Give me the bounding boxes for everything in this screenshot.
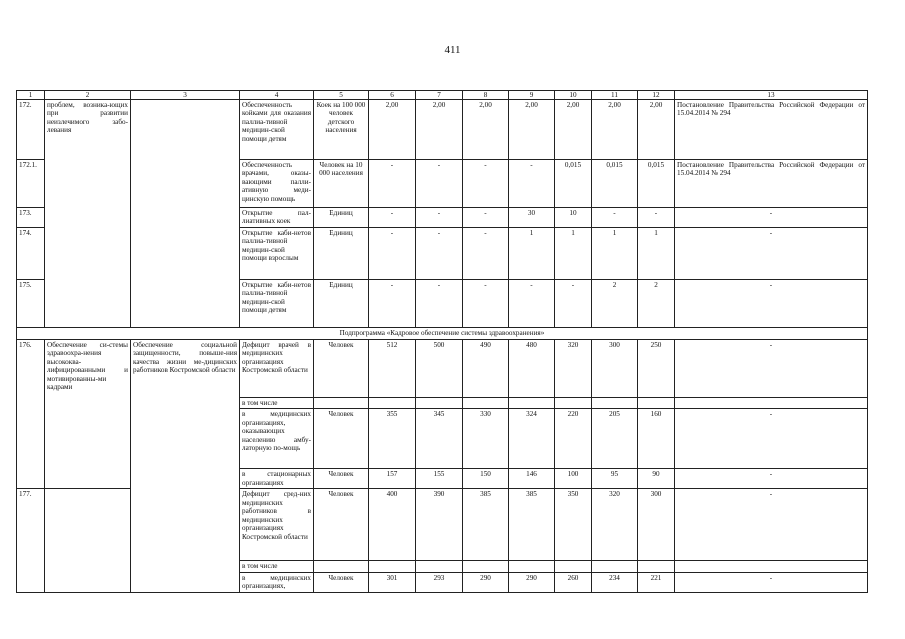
indicator-cell: Обеспеченность койками для оказания паллиа-тивной медицин-ской помощи детям	[240, 100, 314, 160]
value-cell: -	[463, 160, 509, 208]
value-cell: 146	[509, 469, 555, 489]
header-cell: 4	[240, 91, 314, 100]
task-cell	[45, 489, 131, 592]
value-cell: -	[369, 228, 416, 280]
value-cell: 2,00	[592, 100, 638, 160]
value-cell: 300	[638, 489, 675, 561]
indicator-cell: Дефицит сред-них медицинских работников в медицинских организациях Костромской области	[240, 489, 314, 561]
value-cell: 2,00	[555, 100, 592, 160]
unit-cell: Человек	[314, 469, 369, 489]
value-cell: 10	[555, 208, 592, 228]
value-cell: 512	[369, 340, 416, 398]
header-cell: 8	[463, 91, 509, 100]
value-cell: 2,00	[638, 100, 675, 160]
header-cell: 7	[416, 91, 463, 100]
value-cell: -	[416, 280, 463, 328]
value-cell: -	[463, 208, 509, 228]
indicator-cell: в том числе	[240, 561, 314, 572]
task-cell: проблем, возника-ющих при развитии неизлечимого забо-левания	[45, 100, 131, 328]
header-cell: 13	[675, 91, 868, 100]
header-row	[17, 91, 868, 100]
value-cell: 1	[638, 228, 675, 280]
value-cell: 400	[369, 489, 416, 561]
value-cell: 220	[555, 409, 592, 469]
value-cell: -	[463, 228, 509, 280]
value-cell: 157	[369, 469, 416, 489]
header-cell: 12	[638, 91, 675, 100]
value-cell: 90	[638, 469, 675, 489]
activity-cell: Обеспечение социальной защищенности, повыше-ния качества жизни ме-дицинских работников Костромской области	[131, 340, 240, 593]
indicator-cell: в том числе	[240, 398, 314, 409]
value-cell: 0,015	[592, 160, 638, 208]
note-cell: -	[675, 489, 868, 561]
note-cell: -	[675, 409, 868, 469]
value-cell: 155	[416, 469, 463, 489]
header-cell: 10	[555, 91, 592, 100]
row-number: 173.	[17, 208, 45, 228]
value-cell: 290	[463, 572, 509, 592]
value-cell: -	[369, 280, 416, 328]
value-cell: -	[555, 280, 592, 328]
value-cell: -	[592, 208, 638, 228]
unit-cell: Единиц	[314, 208, 369, 228]
value-cell: 2,00	[463, 100, 509, 160]
value-cell: -	[416, 228, 463, 280]
value-cell: 250	[638, 340, 675, 398]
value-cell: 30	[509, 208, 555, 228]
subprogram-row	[17, 328, 868, 340]
value-cell: 324	[509, 409, 555, 469]
indicator-cell: в стационарных организациях	[240, 469, 314, 489]
value-cell: 95	[592, 469, 638, 489]
value-cell: -	[416, 208, 463, 228]
header-cell: 3	[131, 91, 240, 100]
value-cell: 160	[638, 409, 675, 469]
row-number: 174.	[17, 228, 45, 280]
header-cell: 2	[45, 91, 131, 100]
header-cell: 9	[509, 91, 555, 100]
unit-cell: Человек	[314, 489, 369, 561]
task-cell: Обеспечение си-стемы здравоохра-нения высококва-лифицированными и мотивированны-ми кадрами	[45, 340, 131, 489]
value-cell: 320	[555, 340, 592, 398]
indicator-cell: в медицинских организациях,	[240, 572, 314, 592]
unit-cell: Коек на 100 000 человек детского населения	[314, 100, 369, 160]
row-number: 172.	[17, 100, 45, 160]
value-cell: 490	[463, 340, 509, 398]
header-cell: 5	[314, 91, 369, 100]
note-cell: Постановление Правительства Российской Федерации от 15.04.2014 № 294	[675, 100, 868, 160]
value-cell: 300	[592, 340, 638, 398]
row-number: 175.	[17, 280, 45, 328]
value-cell: 2,00	[369, 100, 416, 160]
value-cell: 0,015	[555, 160, 592, 208]
value-cell: -	[369, 160, 416, 208]
value-cell: 290	[509, 572, 555, 592]
value-cell: -	[638, 208, 675, 228]
indicators-table	[16, 90, 868, 593]
value-cell: 385	[463, 489, 509, 561]
value-cell: 480	[509, 340, 555, 398]
value-cell: 1	[555, 228, 592, 280]
header-cell: 11	[592, 91, 638, 100]
row-number: 176.	[17, 340, 45, 489]
indicator-cell: Открытие пал-лиативных коек	[240, 208, 314, 228]
unit-cell: Человек	[314, 572, 369, 592]
unit-cell: Единиц	[314, 228, 369, 280]
value-cell: -	[463, 280, 509, 328]
table-row	[17, 340, 868, 398]
note-cell: Постановление Правительства Российской Федерации от 15.04.2014 № 294	[675, 160, 868, 208]
value-cell: 2,00	[416, 100, 463, 160]
value-cell: 2	[592, 280, 638, 328]
value-cell: 0,015	[638, 160, 675, 208]
value-cell: 221	[638, 572, 675, 592]
value-cell: 260	[555, 572, 592, 592]
value-cell: 320	[592, 489, 638, 561]
indicator-cell: Открытие каби-нетов паллиа-тивной медицин-ской помощи взрослым	[240, 228, 314, 280]
unit-cell: Человек	[314, 409, 369, 469]
value-cell: -	[369, 208, 416, 228]
note-cell: -	[675, 572, 868, 592]
row-number: 177.	[17, 489, 45, 592]
subprogram-title: Подпрограмма «Кадровое обеспечение системы здравоохранения»	[17, 328, 868, 340]
value-cell: 1	[592, 228, 638, 280]
indicator-cell: Обеспеченность врачами, оказы-вающими палли-ативную меди-цинскую помощь	[240, 160, 314, 208]
value-cell: 2	[638, 280, 675, 328]
value-cell: -	[509, 160, 555, 208]
page-number: 411	[444, 44, 461, 56]
header-cell: 6	[369, 91, 416, 100]
note-cell: -	[675, 280, 868, 328]
note-cell: -	[675, 469, 868, 489]
value-cell: 500	[416, 340, 463, 398]
unit-cell: Единиц	[314, 280, 369, 328]
value-cell: 2,00	[509, 100, 555, 160]
note-cell: -	[675, 228, 868, 280]
value-cell: 150	[463, 469, 509, 489]
value-cell: 301	[369, 572, 416, 592]
value-cell: 385	[509, 489, 555, 561]
note-cell: -	[675, 208, 868, 228]
indicator-cell: Открытие каби-нетов паллиа-тивной медицин-ской помощи детям	[240, 280, 314, 328]
value-cell: -	[509, 280, 555, 328]
value-cell: 293	[416, 572, 463, 592]
value-cell: 234	[592, 572, 638, 592]
indicator-cell: Дефицит врачей в медицинских организациях Костромской области	[240, 340, 314, 398]
value-cell: 205	[592, 409, 638, 469]
value-cell: 1	[509, 228, 555, 280]
indicator-cell: в медицинских организациях, оказывающих населению амбу-латорную по-мощь	[240, 409, 314, 469]
value-cell: 345	[416, 409, 463, 469]
header-cell: 1	[17, 91, 45, 100]
value-cell: 330	[463, 409, 509, 469]
unit-cell: Человек на 10 000 населения	[314, 160, 369, 208]
unit-cell: Человек	[314, 340, 369, 398]
activity-cell	[131, 100, 240, 328]
value-cell: -	[416, 160, 463, 208]
value-cell: 355	[369, 409, 416, 469]
row-number: 172.1.	[17, 160, 45, 208]
value-cell: 350	[555, 489, 592, 561]
note-cell: -	[675, 340, 868, 398]
value-cell: 100	[555, 469, 592, 489]
table-row	[17, 100, 868, 160]
value-cell: 390	[416, 489, 463, 561]
